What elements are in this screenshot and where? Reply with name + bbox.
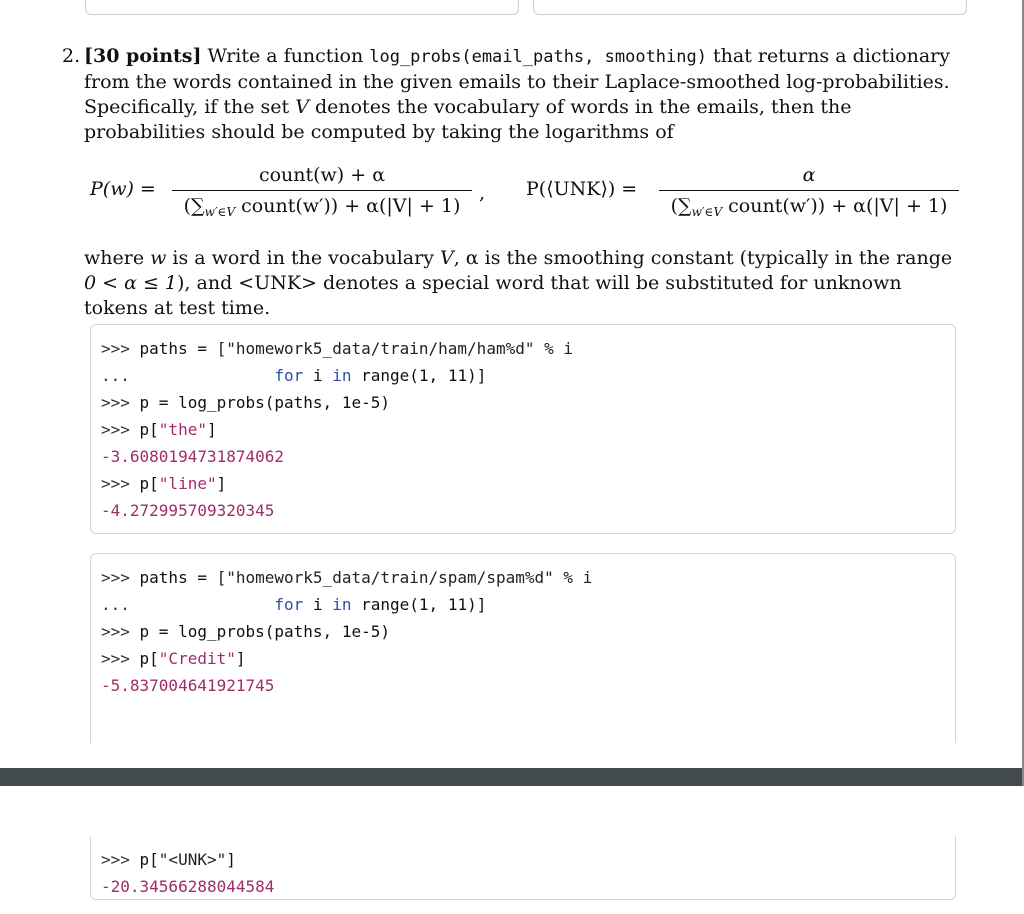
code-output: -5.837004641921745 bbox=[101, 676, 275, 695]
formula-left-fraction bbox=[172, 164, 472, 219]
code-line: >>> paths = ["homework5_data/train/spam/spam%d" % i bbox=[101, 568, 593, 587]
formula-right-numerator: α bbox=[659, 164, 959, 191]
code-line: >>> p["the"] bbox=[101, 420, 217, 439]
code-line: >>> p = log_probs(paths, 1e-5) bbox=[101, 622, 390, 641]
problem-statement bbox=[62, 44, 962, 145]
code-example-unk[interactable] bbox=[90, 836, 956, 900]
code-line: ... for i in range(1, 11)] bbox=[101, 595, 487, 614]
vocab-variable: V bbox=[295, 96, 309, 118]
code-example-spam[interactable] bbox=[90, 553, 956, 743]
function-signature: log_probs(email_paths, smoothing) bbox=[369, 47, 707, 67]
formula-right-fraction bbox=[659, 164, 959, 219]
alpha-range: 0 < α ≤ 1 bbox=[84, 272, 178, 294]
code-line: >>> p = log_probs(paths, 1e-5) bbox=[101, 393, 390, 412]
formula-right-lhs: P(⟨UNK⟩) = bbox=[526, 178, 638, 200]
previous-code-block-right bbox=[533, 0, 967, 15]
code-line: >>> p["Credit"] bbox=[101, 649, 246, 668]
code-output: -4.272995709320345 bbox=[101, 501, 275, 520]
formula-right-denominator: ($\sum_{w'\in V}$ count(w′)) + α(|V| + 1) bbox=[670, 195, 948, 219]
previous-code-block-left bbox=[85, 0, 519, 15]
formula-left-numerator: count(w) + α bbox=[172, 164, 472, 191]
formula-description: where w is a word in the vocabulary V, α is the smoothing constant (typically in the range 0 < α ≤ 1), and <UNK> denotes a special word that will be substituted for unknown tokens at test time. bbox=[84, 247, 953, 319]
page-separator-bar bbox=[0, 768, 1024, 786]
probability-formulas bbox=[84, 160, 964, 232]
problem-body bbox=[84, 44, 962, 145]
code-output: -3.6080194731874062 bbox=[101, 447, 285, 466]
problem-text-2: that returns a dictionary from the words contained in the given emails to their Laplace-smoothed log-probabilities. Specifically, if the set bbox=[84, 45, 951, 118]
code-line: ... for i in range(1, 11)] bbox=[101, 366, 487, 385]
code-output: -20.34566288044584 bbox=[101, 877, 275, 896]
code-line: >>> p["<UNK>"] bbox=[101, 850, 236, 869]
code-line: >>> p["line"] bbox=[101, 474, 227, 493]
code-line: >>> paths = ["homework5_data/train/ham/ham%d" % i bbox=[101, 339, 574, 358]
problem-text-1: Write a function bbox=[201, 45, 370, 67]
problem-text-3: denotes the vocabulary of words in the emails, then the probabilities should be computed by taking the logarithms of bbox=[84, 96, 852, 143]
formula-comma: , bbox=[479, 182, 486, 204]
problem-number: 2. bbox=[62, 45, 81, 67]
formula-left-denominator: ($\sum_{w'\in V}$ count(w′)) + α(|V| + 1) bbox=[183, 195, 461, 219]
problem-points: [30 points] bbox=[84, 45, 202, 67]
code-example-ham[interactable] bbox=[90, 324, 956, 534]
formula-left-lhs: P(w) = bbox=[90, 178, 156, 200]
